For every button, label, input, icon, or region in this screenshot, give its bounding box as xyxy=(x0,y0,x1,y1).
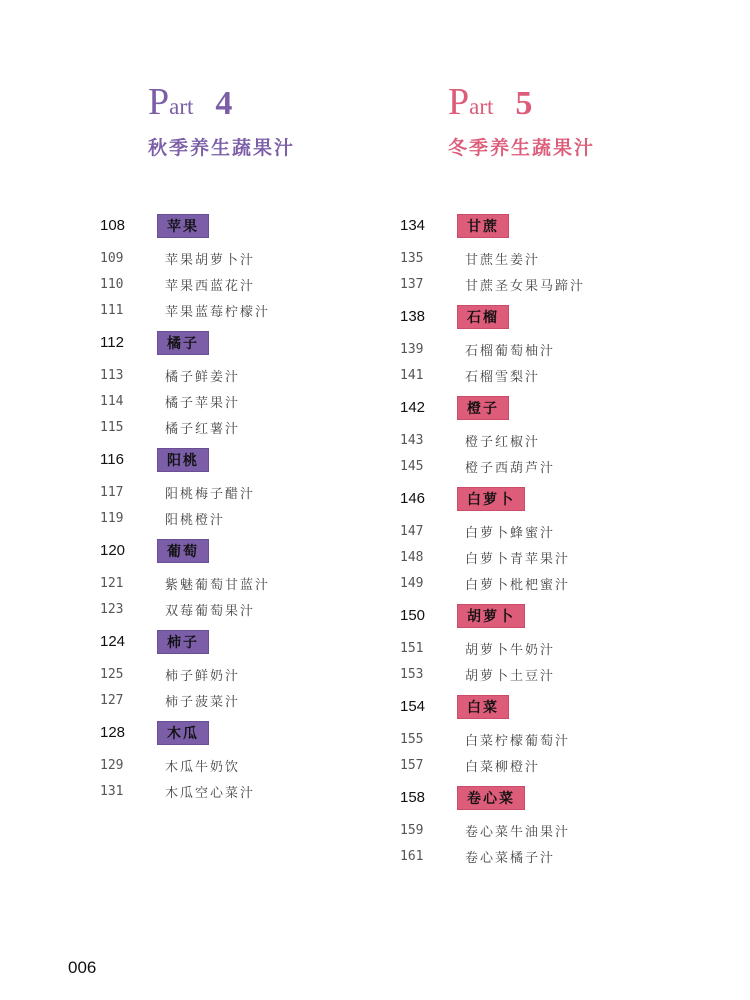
entry-page-number: 145 xyxy=(400,458,424,474)
section-page-number: 134 xyxy=(400,217,426,234)
entry-page-number: 111 xyxy=(100,302,124,318)
entry-title: 橙子西葫芦汁 xyxy=(465,460,556,476)
part5-title xyxy=(448,80,532,124)
toc-section xyxy=(400,303,700,388)
toc-entry[interactable] xyxy=(400,752,700,778)
part5-title-initial: P xyxy=(448,81,470,123)
part4-title xyxy=(148,80,232,124)
entry-page-number: 114 xyxy=(100,393,124,409)
entry-title: 卷心菜牛油果汁 xyxy=(465,824,571,840)
entry-page-number: 137 xyxy=(400,276,424,292)
entry-page-number: 151 xyxy=(400,640,424,656)
entry-page-number: 109 xyxy=(100,250,124,266)
section-page-number: 112 xyxy=(100,334,124,351)
entry-title: 白菜柠檬葡萄汁 xyxy=(465,733,571,749)
part4-number: 4 xyxy=(215,85,233,122)
toc-section xyxy=(100,719,400,804)
toc-entry[interactable] xyxy=(100,479,400,505)
page-number: 006 xyxy=(68,958,97,977)
section-page-number: 116 xyxy=(100,451,124,468)
entry-page-number: 119 xyxy=(100,510,124,526)
toc-section-heading[interactable] xyxy=(100,537,400,564)
toc-entry[interactable] xyxy=(400,362,700,388)
toc-entry[interactable] xyxy=(400,544,700,570)
entry-title: 橘子红薯汁 xyxy=(165,421,241,437)
entry-title: 甘蔗圣女果马蹄汁 xyxy=(465,278,586,294)
part4-title-rest: art xyxy=(169,94,194,119)
toc-entry[interactable] xyxy=(100,778,400,804)
section-page-number: 154 xyxy=(400,698,426,715)
section-label-badge: 石榴 xyxy=(457,305,509,329)
entry-page-number: 121 xyxy=(100,575,124,591)
toc-section xyxy=(400,212,700,297)
entry-title: 苹果胡萝卜汁 xyxy=(165,252,256,268)
toc-section xyxy=(100,628,400,713)
entry-page-number: 157 xyxy=(400,757,424,773)
entry-page-number: 149 xyxy=(400,575,424,591)
entry-title: 橙子红椒汁 xyxy=(465,434,541,450)
entry-title: 橘子苹果汁 xyxy=(165,395,241,411)
section-page-number: 138 xyxy=(400,308,426,325)
entry-page-number: 141 xyxy=(400,367,424,383)
toc-section-heading[interactable] xyxy=(400,485,700,512)
section-page-number: 108 xyxy=(100,217,126,234)
toc-entry[interactable] xyxy=(100,505,400,531)
toc-entry[interactable] xyxy=(400,570,700,596)
entry-page-number: 161 xyxy=(400,848,424,864)
toc-entry[interactable] xyxy=(400,271,700,297)
toc-section-heading[interactable] xyxy=(100,446,400,473)
toc-section-heading[interactable] xyxy=(100,329,400,356)
section-page-number: 120 xyxy=(100,542,126,559)
toc-section-heading[interactable] xyxy=(400,693,700,720)
entry-page-number: 135 xyxy=(400,250,424,266)
toc-entry[interactable] xyxy=(100,687,400,713)
toc-entry[interactable] xyxy=(100,271,400,297)
entry-title: 胡萝卜牛奶汁 xyxy=(465,642,556,658)
toc-section-heading[interactable] xyxy=(400,394,700,421)
entry-title: 白萝卜枇杷蜜汁 xyxy=(465,577,571,593)
section-label-badge: 橘子 xyxy=(157,331,209,355)
section-label-badge: 柿子 xyxy=(157,630,209,654)
toc-entry[interactable] xyxy=(100,362,400,388)
toc-section-heading[interactable] xyxy=(400,784,700,811)
entry-title: 苹果蓝莓柠檬汁 xyxy=(165,304,271,320)
toc-entry[interactable] xyxy=(100,570,400,596)
entry-page-number: 159 xyxy=(400,822,424,838)
toc-section-heading[interactable] xyxy=(100,628,400,655)
entry-title: 橘子鲜姜汁 xyxy=(165,369,241,385)
toc-entry[interactable] xyxy=(400,817,700,843)
part4-subtitle: 秋季养生蔬果汁 xyxy=(148,137,296,159)
section-label-badge: 阳桃 xyxy=(157,448,209,472)
section-page-number: 150 xyxy=(400,607,426,624)
entry-title: 柿子菠菜汁 xyxy=(165,694,241,710)
part5-number: 5 xyxy=(515,85,533,122)
entry-page-number: 155 xyxy=(400,731,424,747)
toc-entry[interactable] xyxy=(100,661,400,687)
section-label-badge: 苹果 xyxy=(157,214,209,238)
entry-page-number: 113 xyxy=(100,367,124,383)
toc-section-heading[interactable] xyxy=(100,212,400,239)
section-label-badge: 胡萝卜 xyxy=(457,604,525,628)
toc-section-heading[interactable] xyxy=(100,719,400,746)
section-label-badge: 甘蔗 xyxy=(457,214,509,238)
entry-page-number: 117 xyxy=(100,484,124,500)
section-page-number: 124 xyxy=(100,633,126,650)
entry-title: 白菜柳橙汁 xyxy=(465,759,541,775)
toc-section xyxy=(100,446,400,531)
part4-title-initial: P xyxy=(148,81,170,123)
section-label-badge: 木瓜 xyxy=(157,721,209,745)
entry-page-number: 143 xyxy=(400,432,424,448)
toc-section xyxy=(400,602,700,687)
entry-page-number: 131 xyxy=(100,783,124,799)
entry-title: 卷心菜橘子汁 xyxy=(465,850,556,866)
toc-entry[interactable] xyxy=(400,635,700,661)
section-label-badge: 橙子 xyxy=(457,396,509,420)
toc-entry[interactable] xyxy=(100,297,400,323)
section-page-number: 146 xyxy=(400,490,426,507)
section-label-badge: 白菜 xyxy=(457,695,509,719)
toc-section xyxy=(400,784,700,869)
entry-title: 木瓜空心菜汁 xyxy=(165,785,256,801)
entry-title: 石榴葡萄柚汁 xyxy=(465,343,556,359)
entry-page-number: 123 xyxy=(100,601,124,617)
entry-page-number: 139 xyxy=(400,341,424,357)
part5-subtitle: 冬季养生蔬果汁 xyxy=(448,137,596,159)
toc-entry[interactable] xyxy=(100,245,400,271)
section-page-number: 142 xyxy=(400,399,426,416)
entry-page-number: 110 xyxy=(100,276,124,292)
toc-entry[interactable] xyxy=(400,427,700,453)
toc-section xyxy=(400,693,700,778)
entry-title: 木瓜牛奶饮 xyxy=(165,759,241,775)
entry-page-number: 115 xyxy=(100,419,124,435)
entry-title: 石榴雪梨汁 xyxy=(465,369,541,385)
toc-entry[interactable] xyxy=(400,245,700,271)
toc-section xyxy=(100,212,400,323)
entry-title: 白萝卜青苹果汁 xyxy=(465,551,571,567)
entry-page-number: 125 xyxy=(100,666,124,682)
toc-entry[interactable] xyxy=(100,388,400,414)
toc-section-heading[interactable] xyxy=(400,303,700,330)
part5-title-rest: art xyxy=(469,94,494,119)
section-label-badge: 白萝卜 xyxy=(457,487,525,511)
toc-entry[interactable] xyxy=(400,661,700,687)
section-page-number: 128 xyxy=(100,724,126,741)
entry-title: 阳桃橙汁 xyxy=(165,512,226,528)
part4-toc xyxy=(100,212,400,810)
toc-section-heading[interactable] xyxy=(400,602,700,629)
section-label-badge: 葡萄 xyxy=(157,539,209,563)
toc-entry[interactable] xyxy=(400,843,700,869)
entry-title: 紫魅葡萄甘蓝汁 xyxy=(165,577,271,593)
entry-page-number: 148 xyxy=(400,549,424,565)
toc-section xyxy=(400,485,700,596)
entry-title: 柿子鲜奶汁 xyxy=(165,668,241,684)
toc-entry[interactable] xyxy=(400,453,700,479)
entry-title: 胡萝卜土豆汁 xyxy=(465,668,556,684)
toc-entry[interactable] xyxy=(400,518,700,544)
entry-title: 苹果西蓝花汁 xyxy=(165,278,256,294)
section-page-number: 158 xyxy=(400,789,426,806)
section-label-badge: 卷心菜 xyxy=(457,786,525,810)
toc-entry[interactable] xyxy=(100,752,400,778)
toc-entry[interactable] xyxy=(100,414,400,440)
toc-entry[interactable] xyxy=(400,336,700,362)
toc-section xyxy=(400,394,700,479)
toc-section xyxy=(100,537,400,622)
entry-page-number: 153 xyxy=(400,666,424,682)
toc-entry[interactable] xyxy=(400,726,700,752)
entry-title: 甘蔗生姜汁 xyxy=(465,252,541,268)
toc-section xyxy=(100,329,400,440)
part5-toc xyxy=(400,212,700,875)
entry-page-number: 127 xyxy=(100,692,124,708)
entry-page-number: 147 xyxy=(400,523,424,539)
toc-entry[interactable] xyxy=(100,596,400,622)
entry-page-number: 129 xyxy=(100,757,124,773)
entry-title: 白萝卜蜂蜜汁 xyxy=(465,525,556,541)
entry-title: 双莓葡萄果汁 xyxy=(165,603,256,619)
entry-title: 阳桃梅子醋汁 xyxy=(165,486,256,502)
toc-section-heading[interactable] xyxy=(400,212,700,239)
